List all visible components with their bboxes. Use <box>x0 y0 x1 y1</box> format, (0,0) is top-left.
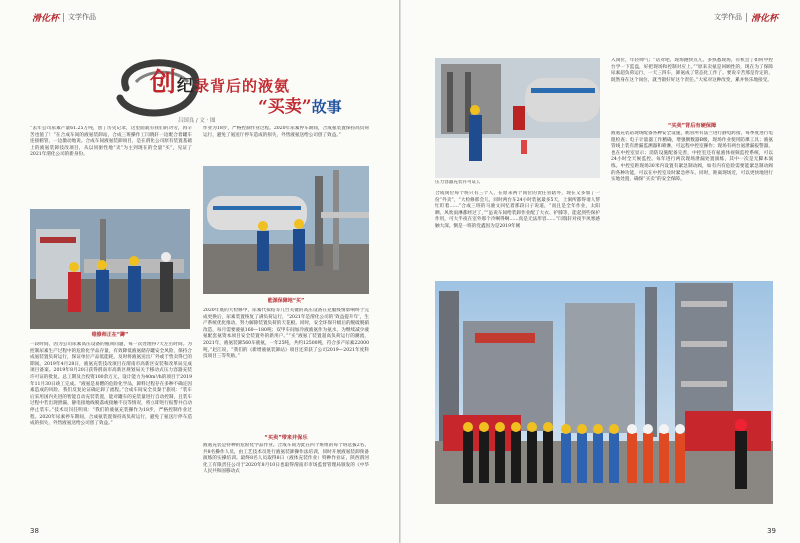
photo-team-group <box>435 281 773 504</box>
magazine-logo: 滑化杯 <box>32 13 60 24</box>
photo-winter-unloading <box>435 58 600 178</box>
right-header <box>714 10 778 24</box>
magazine-logo: 滑化杯 <box>750 13 778 24</box>
photo-caption-1: 维修师正在“蹲” <box>91 332 129 338</box>
left-header <box>32 10 96 24</box>
column-2-end-text: 液氨充装是特种的危险化学品作业。合成车间为此在四个班组的每个班选拔2名、共8名操作人员，由工艺技术员进行液氨装卸操作法培训，同时开展液氨装卸预备演练的实操培训。最终8名人员取得8日（液体充装作业）特种作业证，陕西渭河化工有限责任公司于2020年8月10日也取得渭南市市场监督管理局颁发的《中华人民共和国移动式 <box>203 443 369 475</box>
title-line-2-rest: 故事 <box>311 98 342 116</box>
title-line-1-rest: 录背后的液氨 <box>194 77 291 95</box>
right-page <box>401 0 800 543</box>
column-right-mid-text: 液氨充装站现场配备各种安全设施，鹤管所有法兰进行静电跨接，每季度进行电阻检查；电子计量器工作精确，增强倒数器B级，现场作业使用防爆工具；液氨管线上装有泄漏监测器和喷淋，可远程中控室操作；现场有两台氨泄漏报警器，也在中控室显示；消防设施配备完善，中控室还有氨液体视频监控系统，可以24小时全天候监控。每年进行两次现场泄漏处置演练，其中一次是无脚本演练。中控室距现场30米内设置有紧急制动阀，如有内有危险需要能紧急制动阀的各种功能，可以在中控室及时紧急停车。同时，距离现场近，可以更快地进行实地处置，确保“买卖”的安全保障。 <box>611 131 773 183</box>
column-right-top-text: 入岗位，年轻帅气；“话对吧、现场跑快点儿、多熟悉现场，有机会了如何中控台学一下监盘，好把现场和控制对应上。”“原来卖氨是回顾性的，现在为了保障尿素超负荷运行，一天三四车，卸氨成了常态化工作了。要说辛苦那是肯定的，既然身在这个岗位，就当锻好好这个责任。”大家对这种改变，累并快乐地接受。 <box>611 58 773 83</box>
left-page <box>0 0 399 543</box>
title-char-2: 纪 <box>177 76 195 95</box>
page-number-left: 38 <box>30 527 39 535</box>
header-section: 文学作品 <box>68 13 97 21</box>
photo-workers-unloading <box>30 209 190 329</box>
column-2-top-text: 作业为18步，严格控制作业过程。2020年尿素停车期间，合成氨装置保持高负荷运行，避免了氨送厅停车造成的损失，外售液氨送给公司创了效益。” <box>203 126 369 138</box>
byline: 吕国良 / 文 · 图 <box>178 118 216 124</box>
title-quote: “买卖” <box>258 97 312 117</box>
column-1-bottom-text: 一段时间，因为公司尿素高压设备的瓶颈问题，每一次处理得7天左右时间。为控制尿素生产过程中的危险化学品存量，有效降低液氨储存罐安全风险，保持合成氨装置负荷运行，保证单位产品低能耗，及时将液氨送出厂外或于售卖得已的期间。2019年4月28日，液氨充装技改项目在渭南市高新区安装和改革局完成项目备案。2019年8月20日获得渭南市高新区规划局关于移动式压力容器充装许可证的批复。总工期及合投资100余万元，设计能力为40m³/h的项目于2019年11月30日竣工完成。“液氨是易燃的危险化学品，卸料过程存在多种不确定因素造成的风险，我们反复论证确定卸了流程。”合成车间安全员秦于旅说：“装车后采用国内先进的智能自动充装装置，能对罐车的充装量进行自动控制，且装车过程中若出现泄漏、静电接地线脱落或接触不良等情况，将立即进行报警并自动停止装车。”技术员闫任明说：“我们的液氨充装操作为18步，严格控制作业过程。2020年尿素停车期间，合成氨装置保持高负荷运行，避免了氨送厅停车造成的损失，外售液氨送给公司创了效益。” <box>30 342 192 427</box>
photo-loading-station <box>203 166 369 294</box>
section-heading-2: “买卖”背后有硬保障 <box>667 123 717 129</box>
page-number-right: 39 <box>767 527 776 535</box>
photo-caption-2: 能源保障地“买” <box>267 298 305 304</box>
title-line-2 <box>258 92 342 117</box>
header-section: 文学作品 <box>713 13 742 21</box>
column-left-mid-text: 合成岗位每个班只有三个人，在原来两个岗位的责任管辖外，现在又多加了一份“外卖”，“大检修那会儿，同时两台车24小时装氨最多5天，上洞所都得请人帮忙盯着……”合成三班的马骏文回忆着那段日子说道，“而且是全年作业，太阳晒、风吹雨淋都经过了，”“虽说车间给装卸作业配了大衣、护膝等，能起到些保护作用，可大半夜在室外那个冷啊得啊……真是无法形容……”闫瑞轩对夜半风寒感触大深。倒是一班的党鑫因为是2019年刚 <box>435 191 600 229</box>
section-heading-1: “买卖”带来并保乐 <box>264 435 308 441</box>
header-divider <box>746 13 747 22</box>
photo-3-text-continue: 压力容器充装许可证》。 <box>435 180 484 185</box>
intro-paragraph: “去年公司尿素产量61.25万吨，创了历史记录，这里面就有我们的功劳，再辛苦也值了！”在合成车间的液氨装卸站，合成三班操作工闫晓轩一边配合着罐车连接鹤管，一边激动地说。合成车间液氨装卸项目，是在渭化公司原有装置基础上的液氨装卸技改项目，从以同驱性地“卖”为主到现在的全量“买”，见证了2021年渭化公司的新身份。 <box>30 126 192 158</box>
column-2-middle-text: 2020年底的大检修中，尿素代拟结等几台关键的高压设备在克服疫情影响终于完成更换后，尿素装置恢复了满负荷运行，“2021年是渭化公司的‘效益提升年’，生产系统优化推动，努力解除装置负荷的天花板。同时，安全环保升级后的脱硫脱硝改造，每月需要液氨160—180吨；双甲车间加冷液液氨作为氨水，为继续减少液氨配套氨资本项目安全装置外的新用户。”“买”液氨了装置超高负荷运行的潮流，2021年，液氨装卸560车液氨，一年25吨，共约12500吨，符合多产尿素22000吨，”赵江说，“我们的《新增液氨装卸站》项目还荣获了公司2019—2021年度科技项目三等奖励。” <box>203 308 369 360</box>
title-first-char: 创 <box>150 68 178 98</box>
header-divider <box>63 13 64 22</box>
article-title <box>96 52 366 122</box>
